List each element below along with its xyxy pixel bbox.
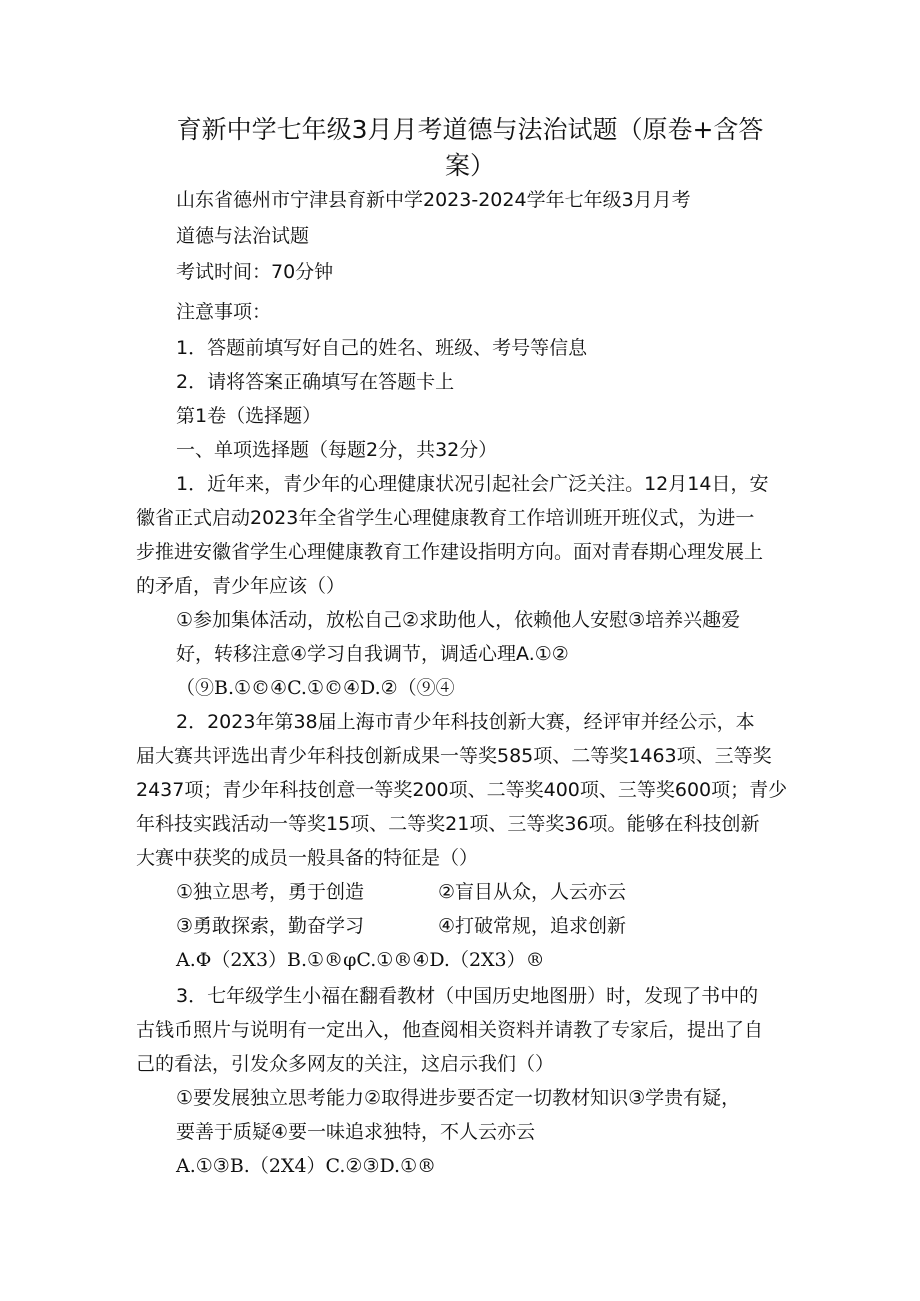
- section-heading: 一、单项选择题（每题2分，共32分）: [176, 439, 498, 461]
- question-1-line-4: 的矛盾，青少年应该（）: [136, 575, 346, 597]
- question-2-choice-1: ①独立思考，勇于创造: [176, 881, 365, 903]
- question-3-options-line-2: 要善于质疑④要一味追求独特，不人云亦云: [176, 1121, 536, 1143]
- question-2-choice-4: ④打破常规，追求创新: [438, 915, 627, 937]
- question-2-line-5: 大赛中获奖的成员一般具备的特征是（）: [136, 847, 479, 869]
- notice-heading: 注意事项：: [176, 301, 272, 323]
- question-2-line-1: 2．2023年第38届上海市青少年科技创新大赛，经评审并经公示，本: [176, 711, 755, 733]
- question-3-line-1: 3．七年级学生小福在翻看教材（中国历史地图册）时，发现了书中的: [176, 985, 759, 1007]
- question-1-line-2: 徽省正式启动2023年全省学生心理健康教育工作培训班开班仪式，为进一: [136, 507, 755, 529]
- notice-item-1: 1．答题前填写好自己的姓名、班级、考号等信息: [176, 337, 588, 359]
- question-1-options-line-1: ①参加集体活动，放松自己②求助他人，依赖他人安慰③培养兴趣爱: [176, 609, 741, 631]
- volume-heading: 第1卷（选择题）: [176, 405, 322, 427]
- question-2-choice-2: ②盲目从众，人云亦云: [438, 881, 627, 903]
- document-title-line-2: 案）: [444, 151, 495, 180]
- notice-item-2: 2．请将答案正确填写在答题卡上: [176, 371, 455, 393]
- question-1-line-3: 步推进安徽省学生心理健康教育工作建设指明方向。面对青春期心理发展上: [136, 541, 764, 563]
- question-1-answers: （⑨B.①©④C.①©④D.②（⑨④: [176, 677, 455, 699]
- exam-subtitle: 山东省德州市宁津县育新中学2023-2024学年七年级3月月考: [176, 189, 691, 211]
- question-2-line-4: 年科技实践活动一等奖15项、二等奖21项、三等奖36项。能够在科技创新: [136, 813, 760, 835]
- question-3-options-line-1: ①要发展独立思考能力②取得进步要否定一切教材知识③学贵有疑，: [176, 1087, 741, 1109]
- question-2-answers: A.Φ（2X3）B.①®φC.①®④D.（2X3）®: [176, 949, 545, 971]
- question-3-line-2: 古钱币照片与说明有一定出入，他查阅相关资料并请教了专家后，提出了自: [136, 1019, 764, 1041]
- question-3-answers: A.①③B.（2X4）C.②③D.①®: [176, 1155, 437, 1177]
- subject-line: 道德与法治试题: [176, 225, 310, 247]
- question-1-options-line-2: 好，转移注意④学习自我调节，调适心理A.①②: [176, 643, 569, 665]
- question-2-line-2: 届大赛共评选出青少年科技创新成果一等奖585项、二等奖1463项、三等奖: [136, 745, 772, 767]
- exam-time: 考试时间：70分钟: [176, 261, 334, 283]
- question-2-line-3: 2437项；青少年科技创意一等奖200项、二等奖400项、三等奖600项；青少: [136, 779, 788, 801]
- question-3-line-3: 己的看法，引发众多网友的关注，这启示我们（）: [136, 1053, 555, 1075]
- question-2-choice-3: ③勇敢探索，勤奋学习: [176, 915, 365, 937]
- document-title-line-1: 育新中学七年级3月月考道德与法治试题（原卷+含答: [176, 115, 764, 144]
- question-1-line-1: 1．近年来，青少年的心理健康状况引起社会广泛关注。12月14日，安: [176, 473, 769, 495]
